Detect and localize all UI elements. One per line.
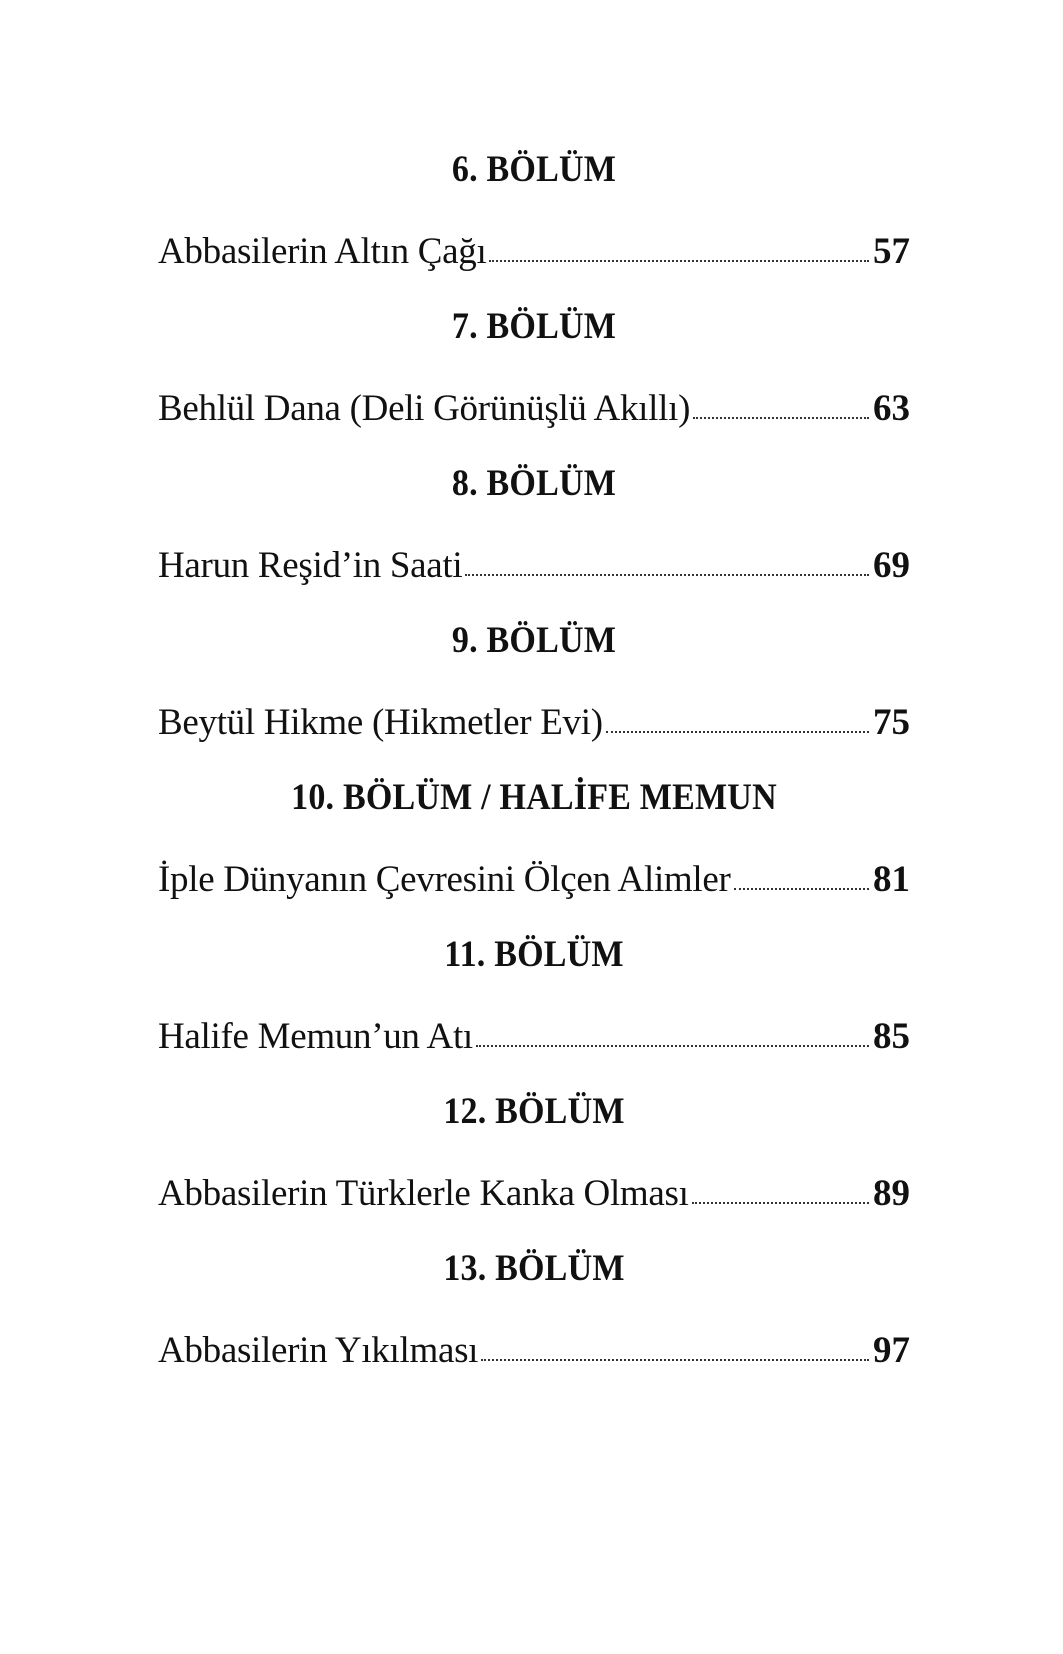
entry-title: Beytül Hikme (Hikmetler Evi) [158, 702, 603, 743]
entry-page-number: 85 [873, 1016, 910, 1057]
dot-leader [489, 260, 869, 262]
chapter-heading: 7. BÖLÜM [451, 306, 617, 347]
entry-title: Behlül Dana (Deli Görünüşlü Akıllı) [158, 388, 691, 429]
toc-section [158, 150, 910, 320]
toc-section [158, 464, 910, 634]
toc-section [158, 935, 910, 1105]
entry-page-number: 81 [873, 859, 910, 900]
toc-section [158, 621, 910, 791]
entry-page-number: 69 [873, 545, 910, 586]
toc-entry[interactable] [158, 858, 910, 902]
toc-entry[interactable] [158, 1015, 910, 1059]
entry-page-number: 89 [873, 1173, 910, 1214]
toc-entry[interactable] [158, 387, 910, 431]
entry-page-number: 63 [873, 388, 910, 429]
entry-page-number: 57 [873, 231, 910, 272]
entry-page-number: 75 [873, 702, 910, 743]
entry-title: Abbasilerin Altın Çağı [158, 231, 487, 272]
chapter-heading: 8. BÖLÜM [451, 463, 617, 504]
toc-section [158, 778, 910, 948]
toc-entry[interactable] [158, 544, 910, 588]
toc-section [158, 1092, 910, 1262]
entry-title: Harun Reşid’in Saati [158, 545, 463, 586]
dot-leader [476, 1045, 869, 1047]
dot-leader [481, 1359, 869, 1361]
entry-title: Abbasilerin Türklerle Kanka Olması [158, 1173, 689, 1214]
dot-leader [693, 417, 869, 419]
chapter-heading: 9. BÖLÜM [451, 620, 617, 661]
entry-page-number: 97 [873, 1330, 910, 1371]
entry-title: Abbasilerin Yıkılması [158, 1330, 479, 1371]
dot-leader [606, 731, 869, 733]
toc-section [158, 307, 910, 477]
chapter-heading: 13. BÖLÜM [443, 1248, 625, 1289]
chapter-heading: 12. BÖLÜM [443, 1091, 625, 1132]
chapter-heading: 10. BÖLÜM / HALİFE MEMUN [291, 777, 777, 818]
toc-entry[interactable] [158, 701, 910, 745]
toc-section [158, 1249, 910, 1419]
dot-leader [734, 888, 869, 890]
toc-entry[interactable] [158, 230, 910, 274]
toc-entry[interactable] [158, 1172, 910, 1216]
entry-title: İple Dünyanın Çevresini Ölçen Alimler [158, 859, 731, 900]
dot-leader [465, 574, 869, 576]
entry-title: Halife Memun’un Atı [158, 1016, 473, 1057]
chapter-heading: 6. BÖLÜM [451, 149, 617, 190]
chapter-heading: 11. BÖLÜM [444, 934, 624, 975]
dot-leader [692, 1202, 869, 1204]
toc-entry[interactable] [158, 1329, 910, 1373]
